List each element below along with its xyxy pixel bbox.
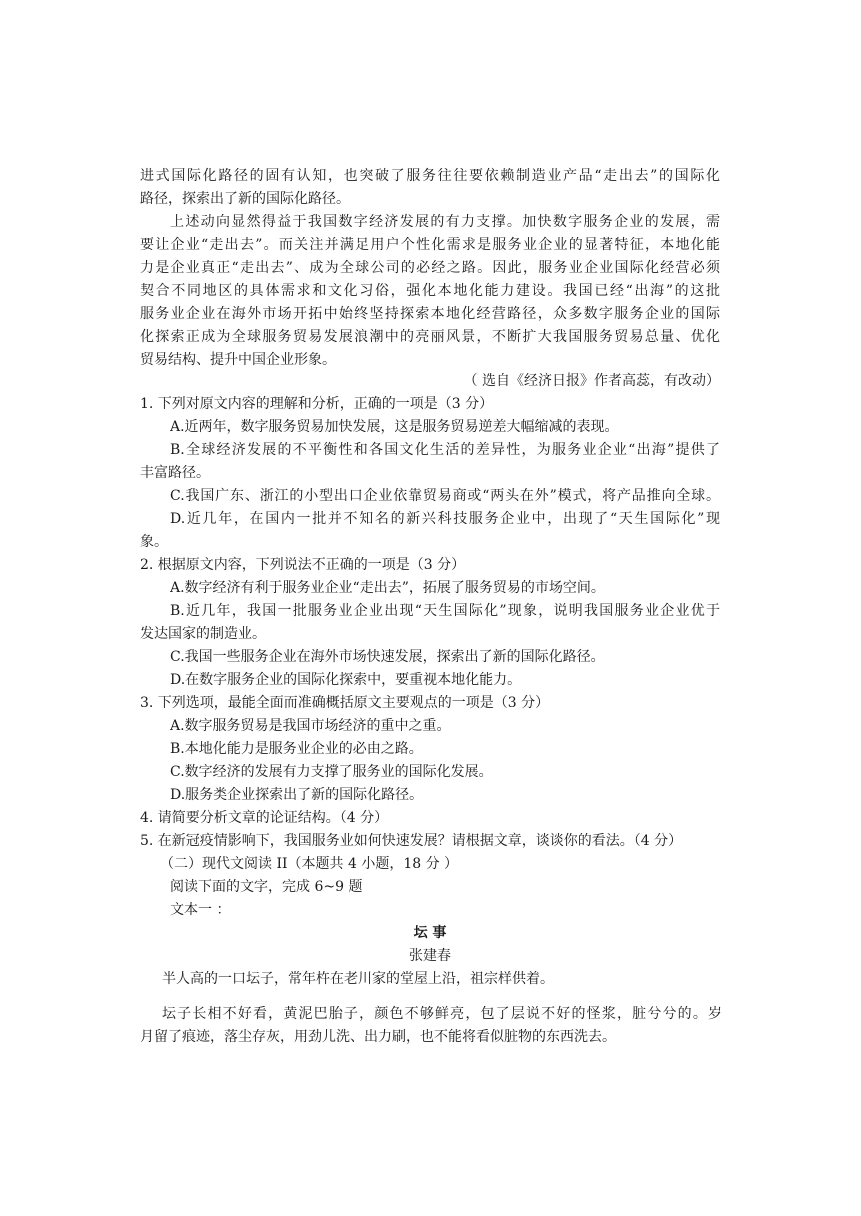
text-line: C.我国一些服务企业在海外市场快速发展，探索出了新的国际化路径。 <box>170 649 605 665</box>
text-line: B.本地化能力是服务业企业的必由之路。 <box>170 741 423 757</box>
text-line: 1. 下列对原文内容的理解和分析，正确的一项是（3 分） <box>140 396 494 412</box>
text-line: D.在数字服务企业的国际化探索中，要重视本地化能力。 <box>170 672 522 688</box>
text-line: 阅读下面的文字，完成 6~9 题 <box>170 879 363 895</box>
text-line: A.近两年，数字服务贸易加快发展，这是服务贸易逆差大幅缩减的表现。 <box>170 419 619 435</box>
text-line: （二）现代文阅读 II（本题共 4 小题，18 分 ） <box>160 856 459 872</box>
text-line: A.数字经济有利于服务业企业“走出去”，拓展了服务贸易的市场空间。 <box>170 580 605 596</box>
text-line: 象。 <box>140 534 168 550</box>
text-line: D.服务类企业探索出了新的国际化路径。 <box>170 787 424 803</box>
text-line: 丰富路径。 <box>140 465 210 481</box>
text-line: 契合不同地区的具体需求和文化习俗，强化本地化能力建设。我国已经“出海”的这批 <box>140 283 720 299</box>
text-line: B.近几年，我国一批服务业企业出现“天生国际化”现象，说明我国服务业企业优于 <box>170 603 720 619</box>
text-line: 2. 根据原文内容，下列说法不正确的一项是（3 分） <box>140 557 466 573</box>
text-line: B.全球经济发展的不平衡性和各国文化生活的差异性，为服务业企业“出海”提供了 <box>170 442 720 458</box>
text-line: 文本一 ： <box>170 902 231 918</box>
text-line: 化探索正成为全球服务贸易发展浪潮中的亮丽风景，不断扩大我国服务贸易总量、优化 <box>140 329 720 345</box>
text-line: 服务业企业在海外市场开拓中始终坚持探索本地化经营路径，众多数字服务企业的国际 <box>140 306 720 322</box>
text-line: C.数字经济的发展有力支撑了服务业的国际化发展。 <box>170 764 493 780</box>
text-line: 坛 事 <box>413 925 447 941</box>
text-line: 上述动向显然得益于我国数字经济发展的有力支撑。加快数字服务企业的发展，需 <box>170 214 720 230</box>
text-line: A.数字服务贸易是我国市场经济的重中之重。 <box>170 718 451 734</box>
text-line: 月留了痕迹，落尘存灰，用劲儿洗、出力刷，也不能将看似脏物的东西洗去。 <box>140 1029 616 1045</box>
text-line: 发达国家的制造业。 <box>140 626 266 642</box>
text-line: C.我国广东、浙江的小型出口企业依靠贸易商或“两头在外”模式，将产品推向全球。 <box>170 488 720 504</box>
text-line: 半人高的一口坛子，常年杵在老川家的堂屋上沿，祖宗样供着。 <box>162 971 554 987</box>
text-line: 5. 在新冠疫情影响下，我国服务业如何快速发展？请根据文章，谈谈你的看法。（4 分） <box>140 833 683 849</box>
text-line: 要让企业“走出去”。而关注并满足用户个性化需求是服务业企业的显著特征，本地化能 <box>140 237 720 253</box>
text-line: 进式国际化路径的固有认知，也突破了服务往往要依赖制造业产品“走出去”的国际化 <box>140 168 720 184</box>
text-line: （ 选自《经济日报》作者高蕊，有改动） <box>463 373 720 389</box>
text-line: 4. 请简要分析文章的论证结构。（4 分） <box>140 810 389 826</box>
text-line: 张建春 <box>409 948 451 964</box>
text-line: 3. 下列选项，最能全面而准确概括原文主要观点的一项是（3 分） <box>140 695 550 711</box>
text-line: 路径，探索出了新的国际化路径。 <box>140 191 350 207</box>
text-line: 坛子长相不好看，黄泥巴胎子，颜色不够鲜亮，包了层说不好的怪浆，脏兮兮的。岁 <box>162 1006 722 1022</box>
text-line: D.近几年，在国内一批并不知名的新兴科技服务企业中，出现了“天生国际化”现 <box>170 511 720 527</box>
text-line: 贸易结构、提升中国企业形象。 <box>140 352 336 368</box>
text-line: 力是企业真正“走出去”、成为全球公司的必经之路。因此，服务业企业国际化经营必须 <box>140 260 720 276</box>
